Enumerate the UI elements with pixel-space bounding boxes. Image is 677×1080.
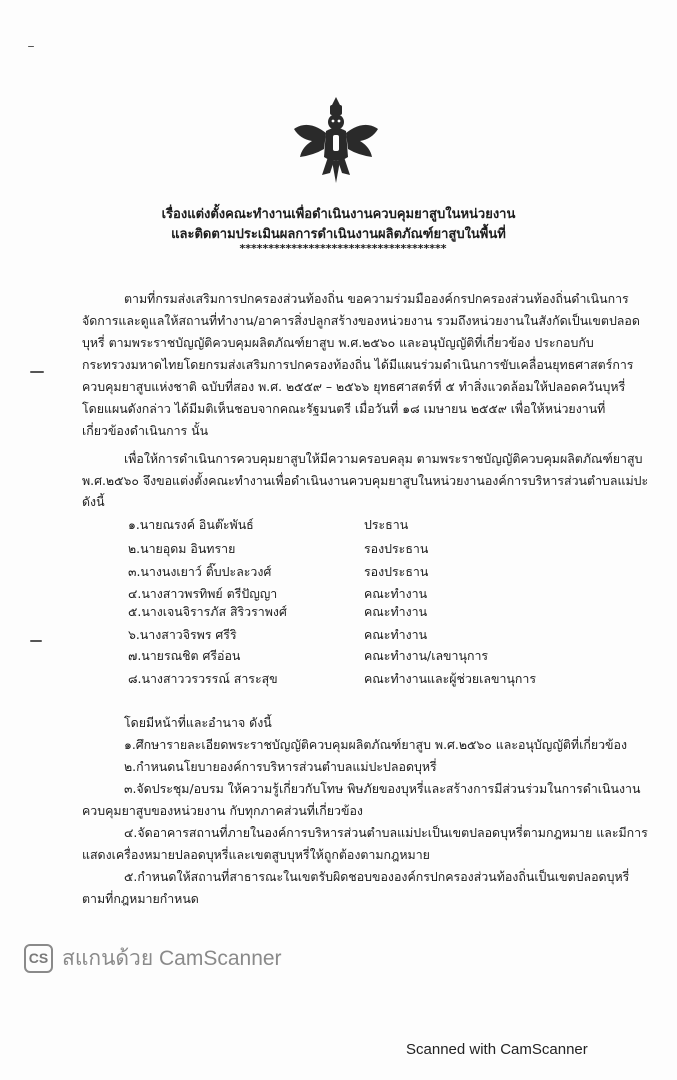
duty-line: ๕.กำหนดให้สถานที่สาธารณะในเขตรับผิดชอบขององค์กรปกครองส่วนท้องถิ่นเป็นเขตปลอดบุหรี่ [124,869,630,884]
member-name: ๔.นางสาวพรทิพย์ ตรีปัญญา [128,586,278,601]
scan-mark [30,371,44,373]
scan-mark [30,640,42,642]
member-name: ๒.นายอุดม อินทราย [128,541,236,556]
title-line-1: เรื่องแต่งตั้งคณะทำงานเพื่อดำเนินงานควบคุมยาสูบในหน่วยงาน [161,207,516,222]
paragraph-1-line: โดยแผนดังกล่าว ได้มีมติเห็นชอบจากคณะรัฐมนตรี เมื่อวันที่ ๑๘ เมษายน ๒๕๕๙ เพื่อให้หน่วยงานที่ [82,401,606,416]
member-role: คณะทำงาน [364,604,428,619]
duty-line: ควบคุมยาสูบของหน่วยงาน กับทุกภาคส่วนที่เกี่ยวข้อง [82,803,363,818]
separator: ************************************ [239,242,447,255]
paragraph-2-line: เพื่อให้การดำเนินการควบคุมยาสูบให้มีความครอบคลุม ตามพระราชบัญญัติควบคุมผลิตภัณฑ์ยาสูบ [124,451,643,466]
member-role: ประธาน [364,517,409,532]
paragraph-2-line: ดังนี้ [82,494,105,509]
duty-line: ๓.จัดประชุม/อบรม ให้ความรู้เกี่ยวกับโทษ พิษภัยของบุหรี่และสร้างการมีส่วนร่วมในการดำเนินงาน [124,781,641,796]
paragraph-2-line: พ.ศ.๒๕๖๐ จึงขอแต่งตั้งคณะทำงานเพื่อดำเนินงานควบคุมยาสูบในหน่วยงานองค์การบริหารส่วนตำบลแม่ปะ [82,473,649,488]
paragraph-1-line: เกี่ยวข้องดำเนินการ นั้น [82,423,209,438]
member-role: คณะทำงาน [364,586,428,601]
member-name: ๕.นางเจนจิรารภัส สิริวราพงศ์ [128,604,287,619]
scan-mark [28,46,34,47]
paragraph-1-line: ตามที่กรมส่งเสริมการปกครองส่วนท้องถิ่น ขอความร่วมมือองค์กรปกครองส่วนท้องถิ่นดำเนินการ [124,291,629,306]
member-role: คณะทำงาน [364,627,428,642]
garuda-emblem [290,95,382,187]
member-role: คณะทำงาน/เลขานุการ [364,648,489,663]
duties-heading: โดยมีหน้าที่และอำนาจ ดังนี้ [124,715,272,730]
duty-line: ๑.ศึกษารายละเอียดพระราชบัญญัติควบคุมผลิตภัณฑ์ยาสูบ พ.ศ.๒๕๖๐ และอนุบัญญัติที่เกี่ยวข้อง [124,737,628,752]
member-name: ๗.นายรณชิต ศรีอ่อน [128,648,241,663]
paragraph-1-line: ควบคุมยาสูบแห่งชาติ ฉบับที่สอง พ.ศ. ๒๕๕๙ – ๒๕๖๖ ยุทธศาสตร์ที่ ๕ ทำสิ่งแวดล้อมให้ปลอดควันบุหรี่ [82,379,626,394]
member-name: ๑.นายณรงค์ อินต๊ะพันธ์ [128,517,254,532]
paragraph-1-line: กระทรวงมหาดไทยโดยกรมส่งเสริมการปกครองท้องถิ่น ได้มีแผนร่วมดำเนินการขับเคลื่อนยุทธศาสตร์การ [82,357,634,372]
member-name: ๓.นางนงเยาว์ ติ๊บปะละวงศ์ [128,564,272,579]
camscanner-logo: CS [24,944,53,973]
duty-line: ๒.กำหนดนโยบายองค์การบริหารส่วนตำบลแม่ปะปลอดบุหรี่ [124,759,437,774]
paragraph-1-line: จัดการและดูแลให้สถานที่ทำงาน/อาคารสิ่งปลูกสร้างของหน่วยงาน รวมถึงหน่วยงานในสังกัดเป็นเขตปลอด [82,313,640,328]
member-role: คณะทำงานและผู้ช่วยเลขานุการ [364,671,537,686]
duty-line: ตามที่กฎหมายกำหนด [82,891,199,906]
member-role: รองประธาน [364,541,429,556]
camscanner-watermark: สแกนด้วย CamScanner [62,947,282,970]
duty-line: แสดงเครื่องหมายปลอดบุหรี่และเขตสูบบุหรี่ให้ถูกต้องตามกฎหมาย [82,847,430,862]
paragraph-1-line: บุหรี่ ตามพระราชบัญญัติควบคุมผลิตภัณฑ์ยาสูบ พ.ศ.๒๕๖๐ และอนุบัญญัติที่เกี่ยวข้อง ประกอบกับ [82,335,594,350]
title-line-2: และติดตามประเมินผลการดำเนินงานผลิตภัณฑ์ยาสูบในพื้นที่ [171,227,506,242]
member-name: ๖.นางสาวจิรพร ศรีริ [128,627,237,642]
member-name: ๘.นางสาววรวรรณ์ สาระสุข [128,671,278,686]
member-role: รองประธาน [364,564,429,579]
scanned-with-footer: Scanned with CamScanner [406,1041,588,1058]
duty-line: ๔.จัดอาคารสถานที่ภายในองค์การบริหารส่วนตำบลแม่ปะเป็นเขตปลอดบุหรี่ตามกฎหมาย และมีการ [124,825,648,840]
